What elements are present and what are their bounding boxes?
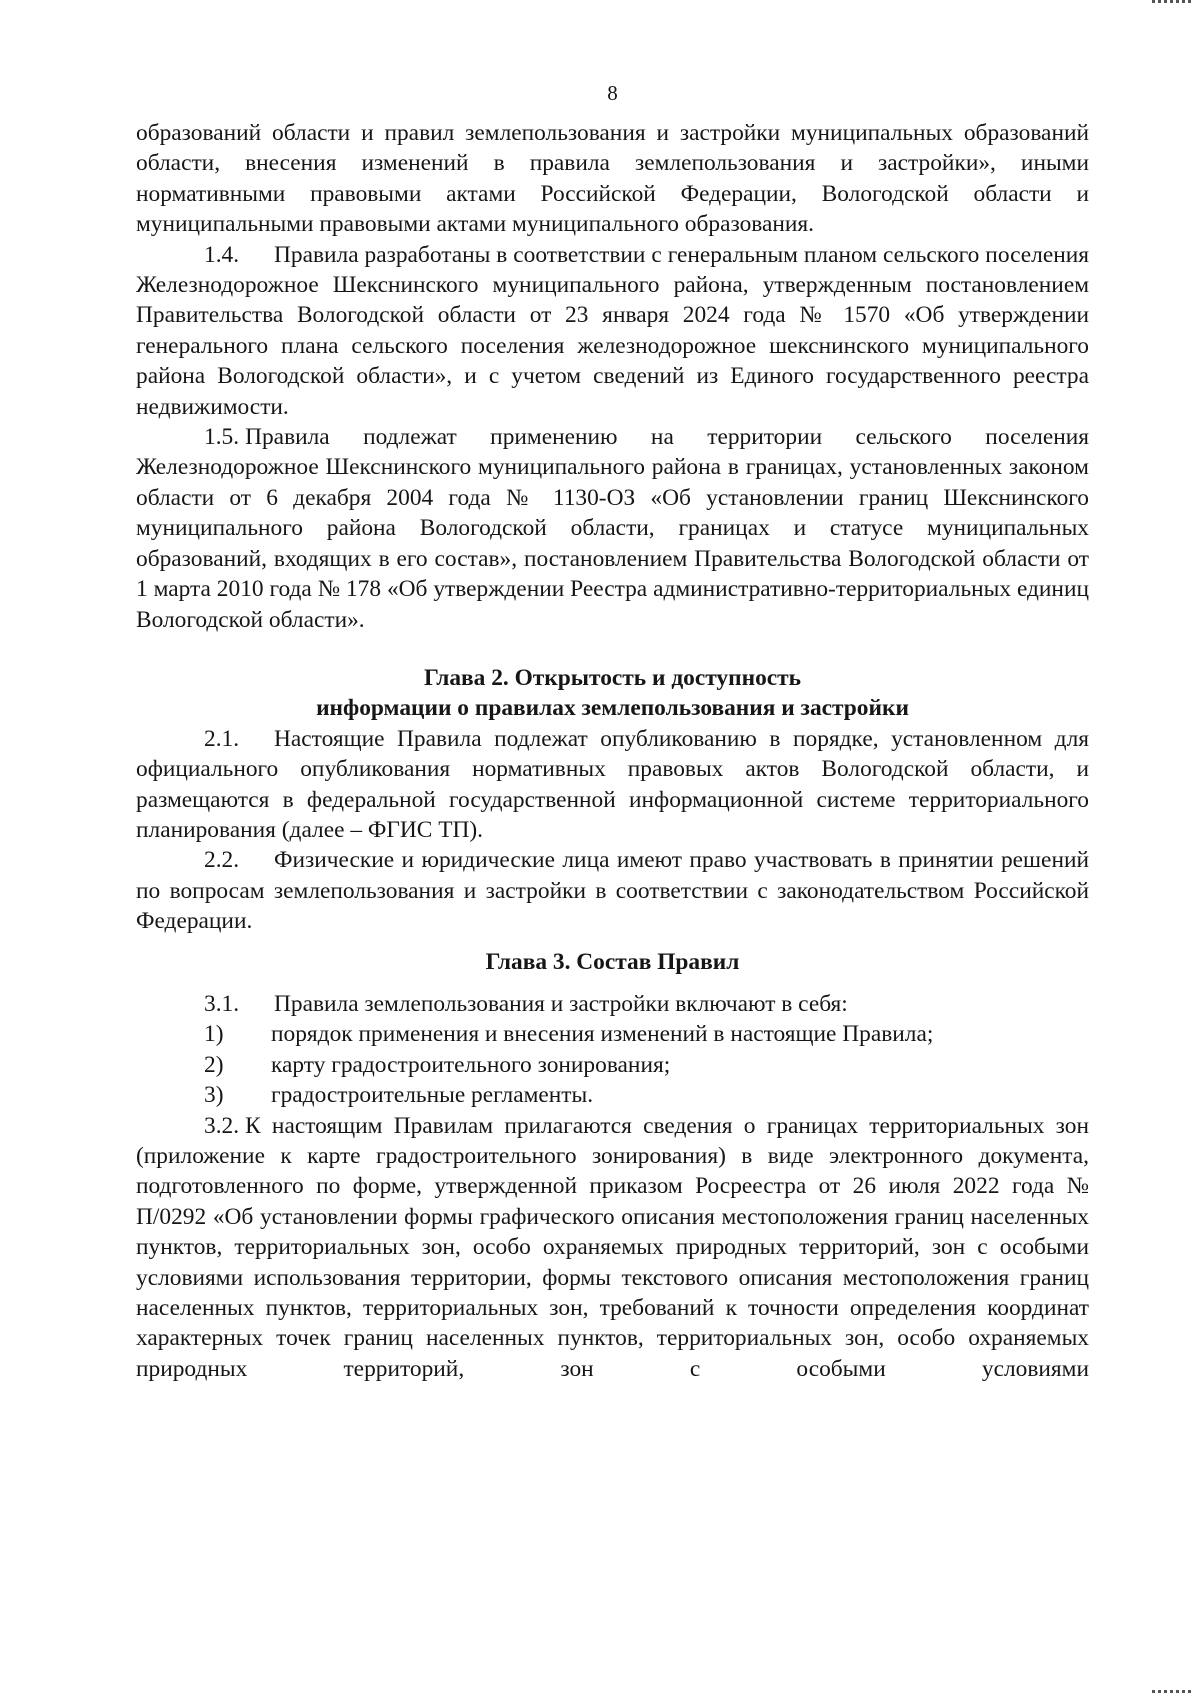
- paragraph-continuation: образований области и правил землепользования и застройки муниципальных образований области, внесения изменений в правила землепользования и застройки», иными нормативными правовыми актами Российской Федерации, Вологодской области и муниципальными правовыми актами муниципального образования.: [136, 120, 1089, 238]
- list-item: [136, 1050, 1089, 1080]
- section-text: Правила разработаны в соответствии с генеральным планом сельского поселения Железнодорожное Шекснинского муниципального района, утвержденным постановлением Правительства Вологодской области от 23 января 2024 года № 1570 «Об утверждении генерального плана сельского поселения железнодорожное шекснинского муниципального района Вологодской области», и с учетом сведений из Единого государственного реестра недвижимости.: [136, 241, 1089, 420]
- section-number: 3.2.: [204, 1112, 240, 1139]
- chapter-2-title-line-1: Глава 2. Открытость и доступность: [423, 664, 802, 691]
- section-1-5: [136, 422, 1089, 635]
- section-text: К настоящим Правилам прилагаются сведения о границах территориальных зон (приложение к карте градостроительного зонирования) в виде электронного документа, подготовленного по форме, утвержденной приказом Росреестра от 26 июля 2022 года № П/0292 «Об установлении формы графического описания местоположения границ населенных пунктов, территориальных зон, особо охраняемых природных территорий, зон с особыми условиями использования территории, формы текстового описания местоположения границ населенных пунктов, территориальных зон, требований к точности определения координат характерных точек границ населенных пунктов, территориальных зон, особо охраняемых природных территорий, зон с особыми условиями: [136, 1112, 1089, 1382]
- section-number: 1.5.: [204, 424, 240, 451]
- section-text: Правила землепользования и застройки включают в себя:: [274, 990, 848, 1017]
- document-page: [136, 78, 1089, 1384]
- section-2-1: [136, 724, 1089, 846]
- chapter-3-heading: Глава 3. Состав Правил: [485, 948, 740, 975]
- scan-mark-bottom: [1152, 1690, 1192, 1693]
- section-3-1: [136, 989, 1089, 1019]
- section-number: 2.1.: [204, 725, 240, 752]
- chapter-2-heading: [136, 663, 1089, 724]
- list-item-number: 2): [204, 1051, 224, 1078]
- section-3-2: [136, 1111, 1089, 1385]
- section-number: 2.2.: [204, 847, 240, 874]
- page-number: 8: [607, 81, 618, 105]
- chapter-2-title-line-2: информации о правилах землепользования и застройки: [316, 695, 909, 722]
- section-number: 3.1.: [204, 990, 240, 1017]
- section-number: 1.4.: [204, 241, 240, 268]
- list-item-text: карту градостроительного зонирования;: [271, 1051, 671, 1078]
- list-item: [136, 1019, 1089, 1049]
- list-item: [136, 1080, 1089, 1110]
- list-item-text: градостроительные регламенты.: [271, 1082, 594, 1109]
- section-text: Правила подлежат применению на территории сельского поселения Железнодорожное Шекснинского муниципального района в границах, установленных законом области от 6 декабря 2004 года № 1130-ОЗ «Об установлении границ Шекснинского муниципального района Вологодской области, границах и статусе муниципальных образований, входящих в его состав», постановлением Правительства Вологодской области от 1 марта 2010 года № 178 «Об утверждении Реестра административно-территориальных единиц Вологодской области».: [136, 424, 1089, 633]
- section-text: Настоящие Правила подлежат опубликованию в порядке, установленном для официального опубликования нормативных правовых актов Вологодской области, и размещаются в федеральной государственной информационной системе территориального планирования (далее – ФГИС ТП).: [136, 725, 1089, 843]
- section-text: Физические и юридические лица имеют право участвовать в принятии решений по вопросам землепользования и застройки в соответствии с законодательством Российской Федерации.: [136, 847, 1089, 935]
- list-item-number: 1): [204, 1021, 224, 1048]
- list-item-text: порядок применения и внесения изменений в настоящие Правила;: [271, 1021, 934, 1048]
- scan-mark-top: [1152, 0, 1192, 3]
- list-item-number: 3): [204, 1082, 224, 1109]
- section-1-4: [136, 240, 1089, 422]
- section-2-2: [136, 845, 1089, 936]
